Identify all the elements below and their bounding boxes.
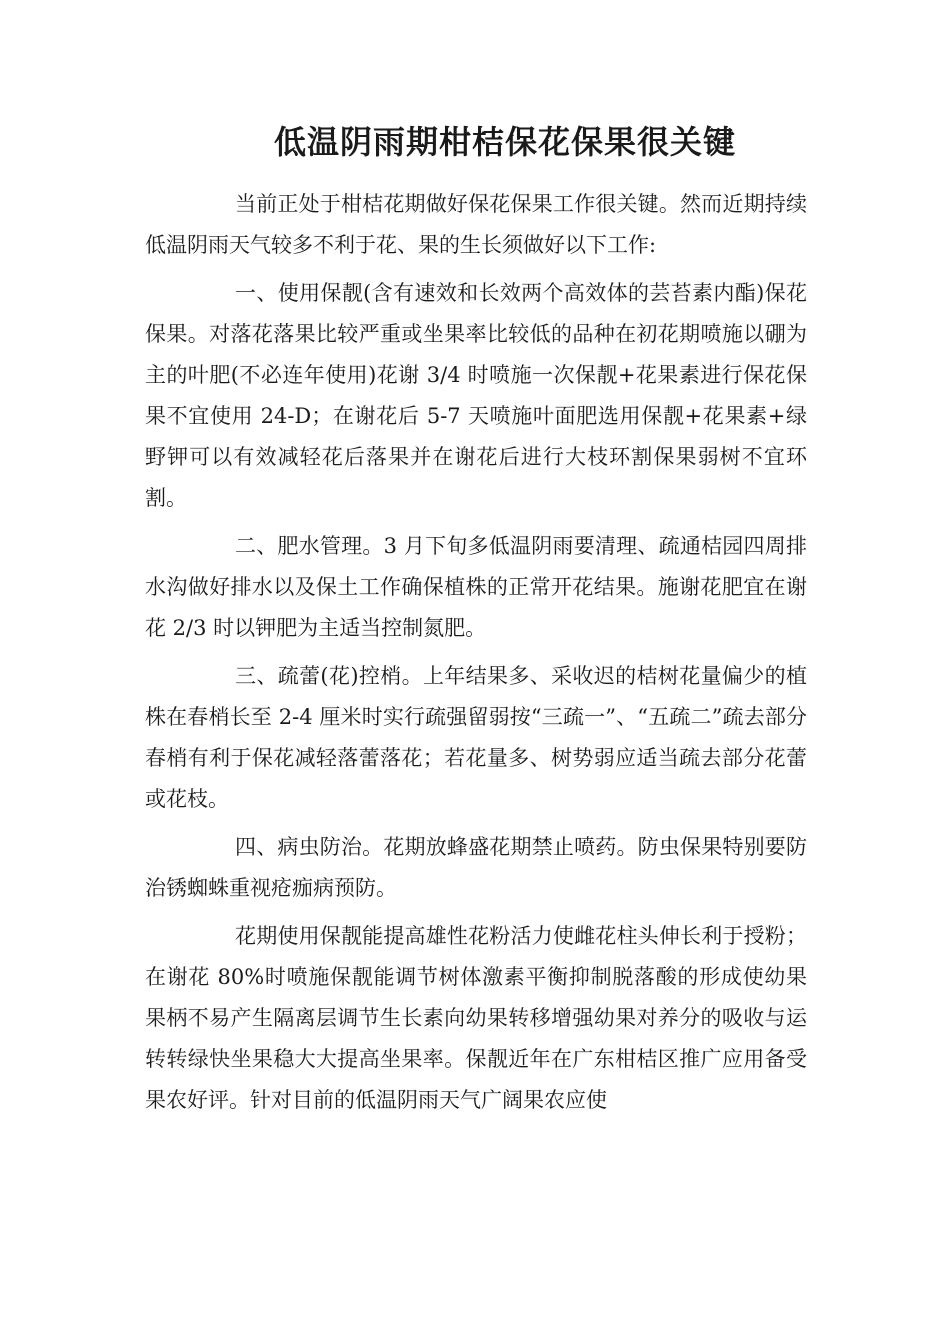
document-body <box>145 184 807 1128</box>
paragraph-section-2: 二、肥水管理。3 月下旬多低温阴雨要清理、疏通桔园四周排水沟做好排水以及保土工作确保植株的正常开花结果。施谢花肥宜在谢花 2/3 时以钾肥为主适当控制氮肥。 <box>145 534 807 640</box>
document-title: 低温阴雨期柑桔保花保果很关键 <box>273 123 736 161</box>
paragraph-section-1: 一、使用保靓(含有速效和长效两个高效体的芸苔素内酯)保花保果。对落花落果比较严重或坐果率比较低的品种在初花期喷施以硼为主的叶肥(不必连年使用)花谢 3/4 时喷施一次保靓+花果素进行保花保果不宜使用 24-D；在谢花后 5-7 天喷施叶面肥选用保靓+花果素+绿野钾可以有效减轻花后落果并在谢花后进行大枝环割保果弱树不宜环割。 <box>145 281 807 510</box>
paragraph-section-3: 三、疏蕾(花)控梢。上年结果多、采收迟的桔树花量偏少的植株在春梢长至 2-4 厘米时实行疏强留弱按“三疏一”、“五疏二”疏去部分春梢有利于保花减轻落蕾落花；若花量多、树势弱应适当疏去部分花蕾或花枝。 <box>145 664 807 811</box>
paragraph-closing: 花期使用保靓能提高雄性花粉活力使雌花柱头伸长利于授粉；在谢花 80%时喷施保靓能调节树体激素平衡抑制脱落酸的形成使幼果果柄不易产生隔离层调节生长素向幼果转移增强幼果对养分的吸收与运转转绿快坐果稳大大提高坐果率。保靓近年在广东柑桔区推广应用备受果农好评。针对目前的低温阴雨天气广阔果农应使 <box>145 924 807 1112</box>
paragraph-intro: 当前正处于柑桔花期做好保花保果工作很关键。然而近期持续低温阴雨天气较多不利于花、果的生长须做好以下工作: <box>145 192 807 257</box>
paragraph-section-4: 四、病虫防治。花期放蜂盛花期禁止喷药。防虫保果特别要防治锈蜘蛛重视疮痂病预防。 <box>145 835 807 900</box>
